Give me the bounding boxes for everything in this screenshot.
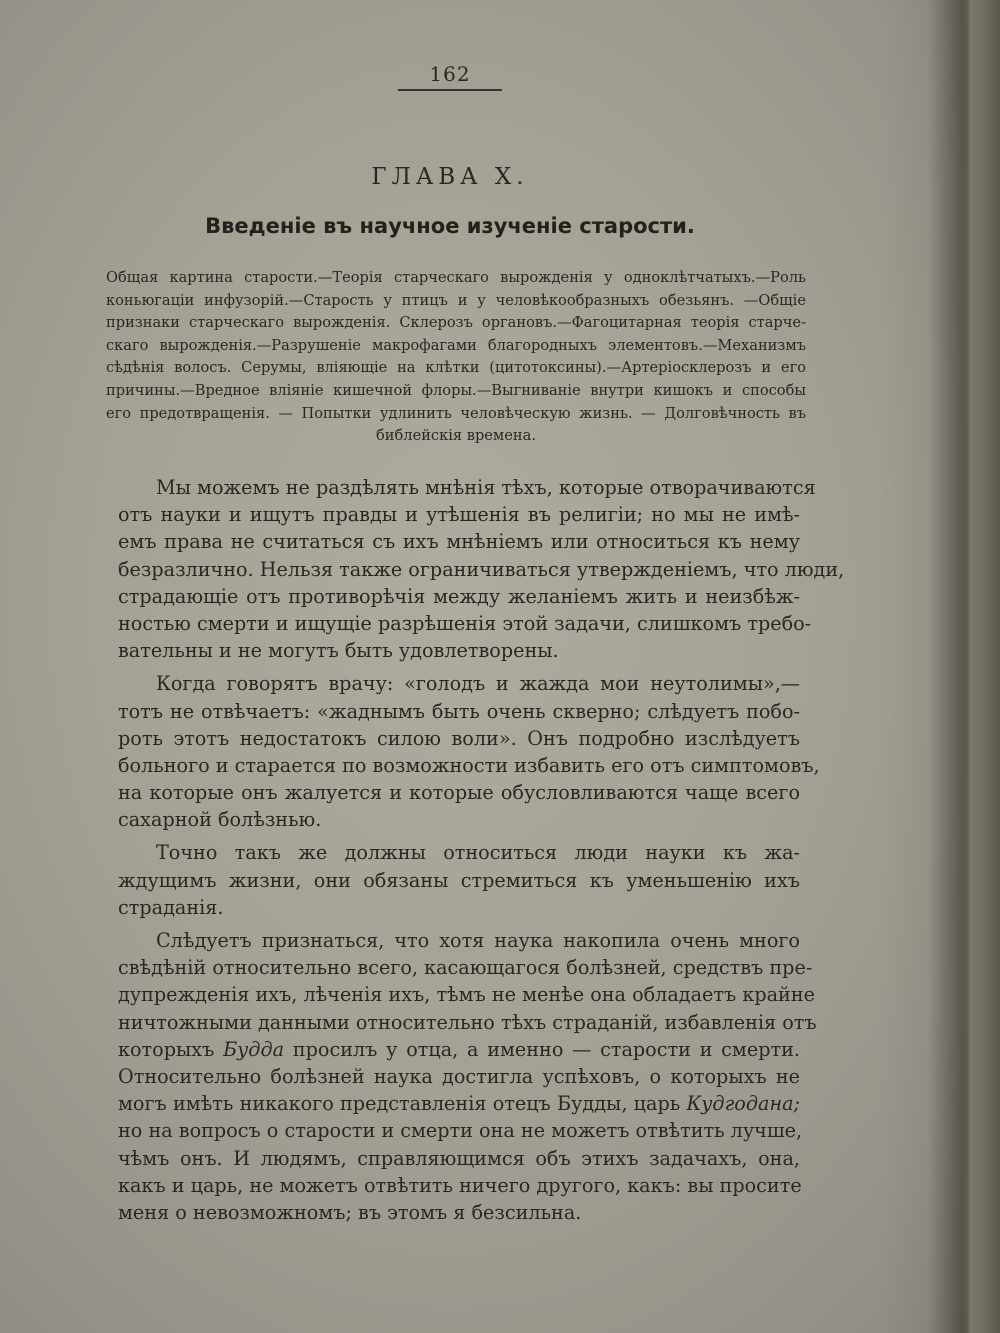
page-number-rule — [398, 89, 502, 91]
text-line: Мы можемъ не раздѣлять мнѣнія тѣхъ, которые отворачиваются — [156, 476, 816, 499]
text-line: страдающіе отъ противорѣчія между желаніемъ жить и неизбѣж- — [118, 584, 800, 608]
text-line: Относительно болѣзней наука достигла успѣховъ, о которыхъ не — [118, 1064, 800, 1088]
text-line — [118, 1090, 800, 1117]
text-line — [118, 1036, 800, 1063]
text-line: Точно такъ же должны относиться люди науки къ жа- — [156, 841, 800, 865]
text-line: дупрежденія ихъ, лѣченія ихъ, тѣмъ не менѣе она обладаетъ крайне — [118, 983, 815, 1007]
summary-line: признаки старческаго вырожденія. Склерозъ органовъ.—Фагоцитарная теорія старче- — [106, 314, 806, 332]
summary-line: Общая картина старости.—Теорія старческаго вырожденія у одноклѣтчатыхъ.—Роль — [106, 269, 806, 286]
text-line: свѣдѣній относительно всего, касающагося болѣзней, средствъ пре- — [118, 956, 813, 980]
paragraph-4 — [118, 927, 817, 1226]
text-run: которыхъ — [118, 1037, 215, 1061]
summary-line: коньюгаціи инфузорій.—Старость у птицъ и у человѣкообразныхъ обезьянъ. —Общіе — [106, 291, 806, 309]
text-line: ничтожными данными относительно тѣхъ страданій, избавленія отъ — [118, 1010, 817, 1034]
text-line: сахарной болѣзнью. — [118, 808, 322, 832]
chapter-heading: ГЛАВА X. — [371, 164, 529, 190]
text-line: меня о невозможномъ; въ этомъ я безсильна. — [118, 1200, 582, 1224]
text-line: тотъ не отвѣчаетъ: «жаднымъ быть очень скверно; слѣдуетъ побо- — [118, 699, 800, 723]
text-line: ждущимъ жизни, они обязаны стремиться къ уменьшенію ихъ — [118, 868, 800, 892]
text-line: вательны и не могутъ быть удовлетворены. — [118, 639, 559, 663]
text-line: Слѣдуетъ признаться, что хотя наука накопила очень много — [156, 929, 800, 952]
text-line: ностью смерти и ищущіе разрѣшенія этой задачи, слишкомъ требо- — [118, 611, 812, 635]
italic-name: Будда — [223, 1037, 285, 1061]
text-line: емъ права не считаться съ ихъ мнѣніемъ или относиться къ нему — [118, 530, 800, 554]
paragraph-1 — [118, 474, 845, 664]
text-line: на которые онъ жалуется и которые обусловливаются чаще всего — [118, 781, 800, 805]
text-run: могъ имѣть никакого представленія отецъ Будды, царь — [118, 1092, 681, 1116]
summary-line: его предотвращенія. — Попытки удлинить человѣческую жизнь. — Долговѣчность въ — [106, 404, 806, 422]
text-line: больного и старается по возможности избавить его отъ симптомовъ, — [118, 753, 820, 777]
paragraph-2 — [118, 670, 820, 833]
body-text — [118, 474, 845, 1226]
text-run: просилъ у отца, а именно — старости и смерти. — [292, 1037, 800, 1061]
chapter-title: Введеніе въ научное изученіе старости. — [205, 214, 695, 238]
summary-line: сѣдѣнія волосъ. Серумы, вліяющіе на клѣтки (цитотоксины).—Артеріосклерозъ и его — [106, 359, 806, 377]
italic-name: Кудгодана; — [686, 1092, 800, 1116]
text-line: чѣмъ онъ. И людямъ, справляющимся объ этихъ задачахъ, она, — [118, 1146, 800, 1170]
text-line: страданія. — [118, 895, 224, 919]
summary-line: причины.—Вредное вліяніе кишечной флоры.—Выгниваніе внутри кишокъ и способы — [106, 381, 806, 399]
text-line: Когда говорятъ врачу: «голодъ и жажда мои неутолимы»,— — [156, 672, 800, 696]
text-line: отъ науки и ищутъ правды и утѣшенія въ религіи; но мы не имѣ- — [118, 503, 800, 527]
page-gutter — [880, 0, 1000, 1333]
paragraph-3 — [118, 839, 800, 921]
text-line: но на вопросъ о старости и смерти она не можетъ отвѣтить лучше, — [118, 1119, 803, 1143]
summary-line: библейскія времена. — [376, 427, 536, 445]
text-line: роть этотъ недостатокъ силою воли». Онъ подробно изслѣдуетъ — [118, 726, 800, 750]
text-line: какъ и царь, не можетъ отвѣтить ничего другого, какъ: вы просите — [118, 1173, 802, 1197]
page-number: 162 — [429, 62, 471, 86]
chapter-summary — [106, 267, 806, 448]
text-line: безразлично. Нельзя также ограничиваться утвержденіемъ, что люди, — [118, 557, 845, 581]
summary-line: скаго вырожденія.—Разрушеніе макрофагами благородныхъ элементовъ.—Механизмъ — [106, 336, 806, 354]
